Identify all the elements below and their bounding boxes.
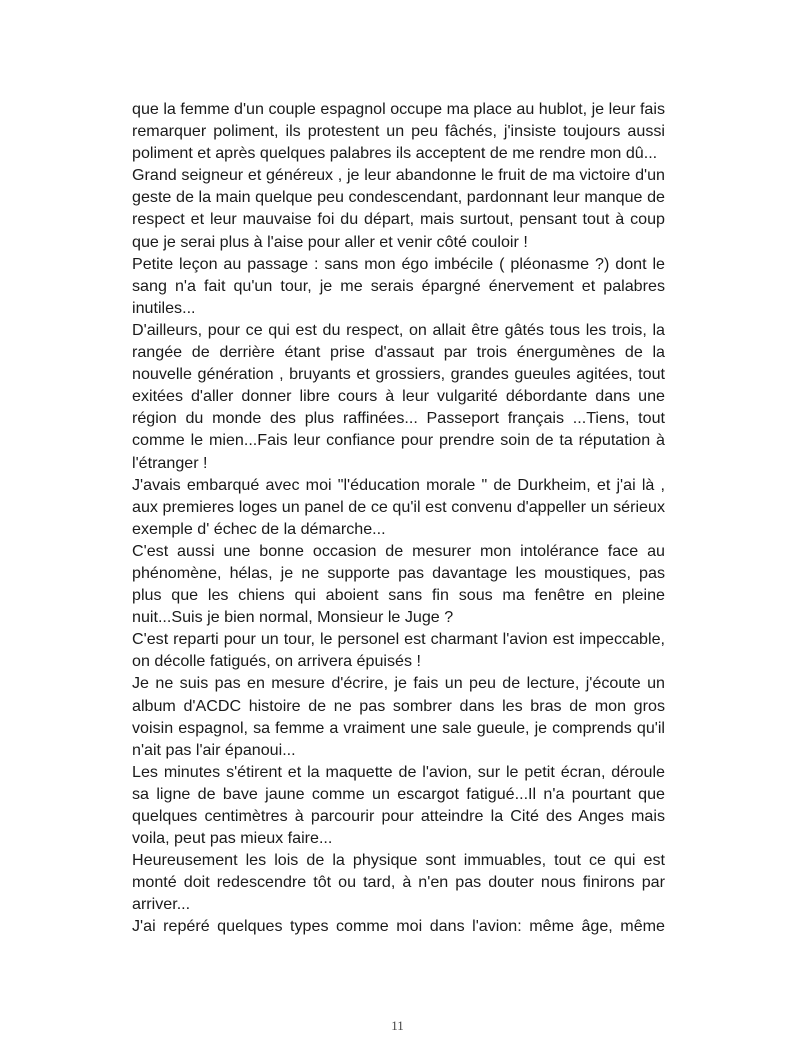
paragraph: Heureusement les lois de la physique sont immuables, tout ce qui est monté doit redescendre tôt ou tard, à n'en pas douter nous finirons par arriver... [132,851,665,914]
page-number: 11 [391,1018,404,1033]
body-text [132,98,665,938]
paragraph: Je ne suis pas en mesure d'écrire, je fais un peu de lecture, j'écoute un album d'ACDC histoire de ne pas sombrer dans les bras de mon gros voisin espagnol, sa femme a vraiment une sale gueule, je comprends qu'il n'ait pas l'air épanoui... [132,674,665,759]
paragraph: Les minutes s'étirent et la maquette de l'avion, sur le petit écran, déroule sa ligne de bave jaune comme un escargot fatigué...Il n'a pourtant que quelques centimètres à parcourir pour atteindre la Cité des Anges mais voila, peut pas mieux faire... [132,762,665,848]
paragraph: Petite leçon au passage : sans mon égo imbécile ( pléonasme ?) dont le sang n'a fait qu'un tour, je me serais épargné énervement et palabres inutiles... [132,254,665,317]
paragraph: C'est reparti pour un tour, le personel est charmant l'avion est impeccable, on décolle fatigués, on arrivera épuisés ! [132,630,665,671]
paragraph: J'avais embarqué avec moi "l'éducation morale " de Durkheim, et j'ai là , aux premieres loges un panel de ce qu'il est convenu d'appeller un sérieux exemple d' échec de la démarche... [132,475,665,538]
paragraph: C'est aussi une bonne occasion de mesurer mon intolérance face au phénomène, hélas, je ne supporte pas davantage les moustiques, pas plus que les chiens qui aboient sans fin sous ma fenêtre en pleine nuit...Suis je bien normal, Monsieur le Juge ? [132,541,665,627]
paragraph-last-line: J'ai repéré quelques types comme moi dans l'avion: même âge, même [132,917,665,936]
paragraph: que la femme d'un couple espagnol occupe ma place au hublot, je leur fais remarquer poliment, ils protestent un peu fâchés, j'insiste toujours aussi poliment et après quelques palabres ils acceptent de me rendre mon dû... [132,100,665,163]
paragraph: D'ailleurs, pour ce qui est du respect, on allait être gâtés tous les trois, la rangée de derrière étant prise d'assaut par trois énergumènes de la nouvelle génération , bruyants et grossiers, grandes gueules agitées, tout exitées d'aller donner libre cours à leur vulgarité débordante dans une région du monde des plus raffinées... Passeport français ...Tiens, tout comme le mien...Fais leur confiance pour prendre soin de ta réputation à l'étranger ! [132,320,665,472]
paragraph: Grand seigneur et généreux , je leur abandonne le fruit de ma victoire d'un geste de la main quelque peu condescendant, pardonnant leur manque de respect et leur mauvaise foi du départ, mais surtout, pensant tout à coup que je serai plus à l'aise pour aller et venir côté couloir ! [132,166,665,251]
